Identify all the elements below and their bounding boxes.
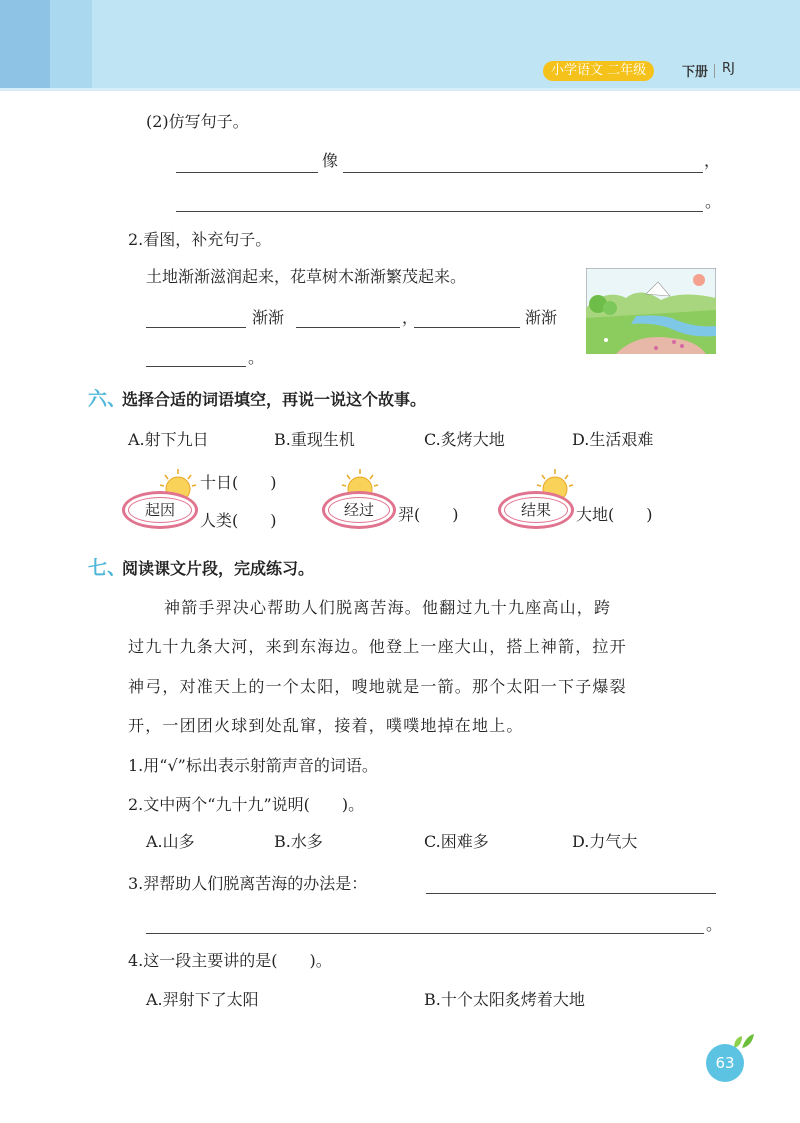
volume-label: 下册	[682, 65, 709, 80]
fill-blank: 大地( )	[576, 505, 653, 524]
answer-line	[414, 327, 520, 328]
option: D.力气大	[572, 832, 638, 851]
edition-label: RJ	[722, 61, 735, 76]
answer-line	[146, 933, 704, 934]
fill-blank: 羿( )	[398, 505, 459, 524]
section-title: 阅读课文片段，完成练习。	[122, 559, 315, 578]
header-band	[0, 88, 800, 91]
question-label: 4.这一段主要讲的是( )。	[128, 951, 332, 970]
answer-line	[146, 327, 246, 328]
punctuation: 。	[248, 348, 265, 367]
badge-inner-ring	[128, 497, 192, 523]
badge-inner-ring	[504, 497, 568, 523]
option: C.炙烤大地	[424, 430, 505, 449]
option: A.山多	[146, 832, 195, 851]
badge-label: 起因	[144, 501, 175, 519]
option: A.射下九日	[128, 430, 209, 449]
badge-label: 结果	[520, 501, 551, 519]
punctuation: 。	[705, 192, 722, 211]
passage-line: 神弓，对准天上的一个太阳，嗖地就是一箭。那个太阳一下子爆裂	[128, 677, 627, 696]
fill-blank: 十日( )	[200, 473, 277, 492]
page-header	[0, 0, 800, 90]
punctuation: 。	[706, 915, 723, 934]
question-label: 2.文中两个“九十九”说明( )。	[128, 795, 365, 814]
punctuation: ，	[704, 151, 721, 170]
answer-line	[176, 172, 318, 173]
answer-line	[343, 172, 703, 173]
option: B.十个太阳炙烤着大地	[424, 990, 585, 1009]
question-label: 1.用“√”标出表示射箭声音的词语。	[128, 756, 378, 775]
answer-line	[426, 893, 716, 894]
section-title: 选择合适的词语填空，再说一说这个故事。	[122, 390, 427, 409]
passage-line: 过九十九条大河，来到东海边。他登上一座大山，搭上神箭，拉开	[128, 637, 627, 656]
example-sentence: 土地渐渐滋润起来，花草树木渐渐繁茂起来。	[146, 267, 467, 286]
answer-line	[296, 327, 400, 328]
option: C.困难多	[424, 832, 489, 851]
fill-blank: 人类( )	[200, 511, 277, 530]
answer-line	[146, 366, 246, 367]
header-stripe	[0, 0, 50, 90]
option: D.生活艰难	[572, 430, 654, 449]
question-label: (2)仿写句子。	[146, 112, 249, 131]
badge-process	[322, 491, 396, 529]
connector-word: 像	[322, 151, 339, 170]
header-divider	[714, 64, 715, 78]
badge-result	[498, 491, 574, 529]
option: B.水多	[274, 832, 323, 851]
word: 渐渐	[525, 308, 558, 327]
passage-line: 神箭手羿决心帮助人们脱离苦海。他翻过九十九座高山，跨	[164, 598, 612, 617]
section-number: 七、	[88, 557, 127, 579]
landscape-illustration	[586, 268, 716, 354]
badge-label: 经过	[343, 501, 374, 519]
answer-line	[176, 211, 703, 212]
passage-line: 开，一团团火球到处乱窜，接着，噗噗地掉在地上。	[128, 716, 524, 735]
section-number: 六、	[88, 388, 127, 410]
option: B.重现生机	[274, 430, 355, 449]
subject-grade-tag: 小学语文 二年级	[543, 61, 654, 81]
option: A.羿射下了太阳	[146, 990, 259, 1009]
badge-cause	[122, 491, 198, 529]
page-number: 63	[706, 1044, 744, 1082]
punctuation: ，	[402, 308, 419, 327]
header-stripe	[50, 0, 92, 90]
badge-inner-ring	[328, 497, 390, 523]
question-label: 3.羿帮助人们脱离苦海的办法是：	[128, 874, 368, 893]
question-label: 2.看图，补充句子。	[128, 230, 272, 249]
word: 渐渐	[252, 308, 285, 327]
